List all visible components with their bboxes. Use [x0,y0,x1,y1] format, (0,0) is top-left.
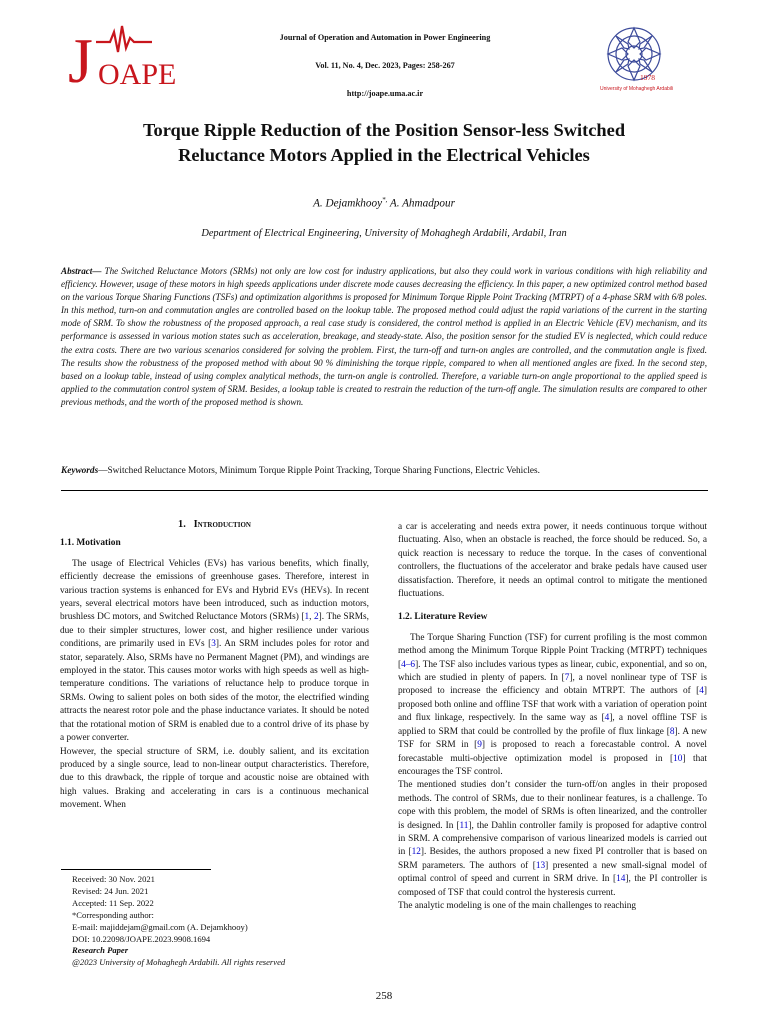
received-date: Received: 30 Nov. 2021 [72,874,155,884]
citation-link[interactable]: 4 [604,713,610,724]
text-run: ]. The SRMs, due to their simpler structures, lower cost, and higher resilience under various conditions, are primarily used in EVs [ [60,612,369,650]
citation-link[interactable]: 11 [459,820,469,831]
text-run: ]. An SRM includes poles for rotor and stator, separately. Also, SRMs have no Permanent Magnet (PM), and windings are employed in the stator. This causes motor works with high speeds as well as high-temperature conditions. The variations of reluctance help to produce torque in SRMs. Owing to salient poles on both sides of the motor, the electrified winding attracts the nearest rotor pole and the phase inductance variates. It should be noted that the rotational motion of SRM is enabled due to a control drive of its phase by a power converter. [60,639,369,744]
citation-link[interactable]: 7 [564,673,570,684]
journal-url: http://joape.uma.ac.ir [346,89,424,98]
doi: DOI: 10.22098/JOAPE.2023.9908.1694 [72,933,211,944]
affiliation: Department of Electrical Engineering, University of Mohaghegh Ardabili, Ardabil, Iran [201,228,567,239]
text-run: The Torque Sharing Function (TSF) for current profiling is the most common method among the Minimum Torque Ripple Point Tracking (MTRPT) techniques [ [398,632,707,670]
citation-link[interactable]: 12 [411,847,421,858]
paragraph: However, the special structure of SRM, i.e. doubly salient, and its excitation produced by a single source, lead to non-linear output characteristics. Therefore, due to this drawback, the ripple of torque and acoustic noise are obtained with high values. Braking and accelerating in cars is a continuous mechanical movement. When [60,746,369,811]
subsection-motivation: 1.1. Motivation [60,538,121,549]
logo-initial: J [68,25,93,96]
text-run: ], a novel offline TSF is applied to SRM that could be controlled by the profile of flux linkage [ [398,713,707,737]
text-run: ]. The TSF also includes various types as linear, cubic, exponential, and so on, which are studied in plenty of papers. In [ [398,659,707,684]
left-column [60,518,369,813]
revised-date: Revised: 24 Jun. 2021 [72,885,149,896]
citation-link[interactable]: 9 [477,740,482,751]
citation-link[interactable]: 3 [211,639,216,650]
paper-title [60,118,708,168]
title-line-1: Torque Ripple Reduction of the Position Sensor-less Switched [142,120,626,140]
volume-info: Vol. 11, No. 4, Dec. 2023, Pages: 258-267 [315,61,455,70]
footnote [72,874,372,969]
text-run: , [309,612,315,623]
author-email: E-mail: majiddejam@gmail.com (A. Dejamkhooy) [72,921,248,932]
text-run: ] is proposed to reach a forecastable control. A novel forecastable multi-objective optimization model is proposed in [ [398,740,708,764]
abstract-text: The Switched Reluctance Motors (SRMs) not only are low cost for industry applications, but also they could work in various conditions with high reliability and efficiency. However, usage of these motors in high speeds applications under discrete mode causes decreasing the efficiency. In this paper, a new optimized control method based on the various Torque Sharing Functions (TSFs) and optimization algorithms is proposed for Minimum Torque Ripple Point Tracking (MTRPT) of a 4-phase SRM with 6/8 poles. In this method, turn-on and commutation angles are controlled based on the lookup table. The proposed method could adjust the rapid variations of the current in the starting mode of SRM. To show the robustness of the proposed approach, a real case study is considered, the control method is applied in an Electric Vehicle (EV) mechanism, and its performance is assessed in various motion states such as acceleration, breakage, and steady-state. Also, the position sensor for the studied EV is neglected, which could reduce the extra costs. There are two various scenarios considered for solving the problem. First, the turn-off and turn-on angles are controlled, and the commutation angle is fixed. The results show the robustness of the proposed method with about 90 % diminishing the torque ripple, compared to when all mentioned angles are fixed. In the second step, based on a lookup table, instead of using complex analytical methods, the turn-on angle is controlled. Therefore, a variable turn-on angle proportional to the applied speed is applied to the commutation control system of SRM. Besides, a lookup table is created to restrain the reduction of the turn-off angle. The simulation results are compared to other previous methods, and the worth of the proposed method is shown. [61,266,707,407]
abstract-label: Abstract— [61,266,102,276]
seal-year: 1978 [640,73,655,82]
abstract [61,265,707,409]
spacer [398,601,707,611]
right-column [398,521,707,913]
paper-type: Research Paper [72,945,129,956]
paragraph: The analytic modeling is one of the main challenges to reaching [398,900,637,911]
citation-link[interactable]: 2 [314,612,319,623]
copyright: @2023 University of Mohaghegh Ardabili. All rights reserved [72,957,286,968]
citation-link[interactable]: 13 [535,860,546,871]
citation-link[interactable]: 4 [699,686,704,697]
corresponding-mark: *, [382,196,388,204]
paragraph: a car is accelerating and needs extra power, it needs continuous torque without fluctuating. Also, when an obstacle is reached, the force should be reduced. So, a quick reaction is necessary to reduce the torque. In the cases of conventional controllers, the fluctuations of the accelerator and brake pedals have caused user dissatisfaction. Therefore, it needs an optimal control to mitigate the mentioned fluctuations. [398,522,707,600]
text-run: ]. Besides, the authors proposed a new fixed PI controller that is based on SRM parameters. The authors of [ [398,847,707,871]
accepted-date: Accepted: 11 Sep. 2022 [72,897,154,908]
citation-link[interactable]: 14 [616,874,626,885]
citation-link[interactable]: 10 [673,753,683,764]
text-run: ], the Dahlin controller family is proposed for adaptive control in SRM. A comprehensive comparison of various linearized models is carried out in [ [398,820,707,858]
section-number: 1. [178,519,186,530]
text-run: ], a novel nonlinear type of TSF is proposed to increase the efficiency and obtain MTRPT. The authors of [ [398,673,707,697]
keywords [61,466,707,476]
journal-header [220,24,550,108]
citation-link[interactable]: 4–6 [401,659,416,670]
citation-link[interactable]: 8 [669,726,675,737]
corresponding-author-label: *Corresponding author: [72,909,154,920]
paragraph [60,558,369,746]
authors [60,196,708,210]
keywords-text: —Switched Reluctance Motors, Minimum Torque Ripple Point Tracking, Torque Sharing Functions, Electric Vehicles. [98,466,541,476]
journal-name: Journal of Operation and Automation in Power Engineering [279,33,491,42]
section-title: Introduction [193,519,251,530]
text-run: The usage of Electrical Vehicles (EVs) has various benefits, which finally, efficiently decrease the emissions of greenhouse gases. Therefore, interest in various traction systems is enhanced for EVs and Hybrid EVs (HEVs). In recent years, several electrical motors have been introduced, such as induction motors, brushless DC motors, and Switched Reluctance Motors (SRMs) [ [60,558,369,623]
text-run: ] proposed both online and offline TSF that work with a variation of operation point and flux linkage, respectively. In the same way as [ [398,686,707,724]
title-line-2: Reluctance Motors Applied in the Electrical Vehicles [178,145,590,165]
page-number: 258 [375,990,393,1002]
subsection-literature-review: 1.2. Literature Review [398,612,488,623]
section-heading [60,518,369,531]
paragraph [398,779,707,900]
text-run: ]. A new TSF for SRM in [ [398,726,707,751]
logo-pulse-line [96,26,152,52]
keywords-label: Keywords [61,466,99,476]
journal-logo [60,18,220,98]
citation-link[interactable]: 1 [304,612,310,623]
author-2: A. Ahmadpour [387,197,455,210]
text-run: ] presented a new small-signal model of optimal control of speed and current in SRM drive. In [ [398,860,707,885]
footnote-rule [61,869,211,870]
logo-text: OAPE [98,58,177,91]
paragraph [398,632,707,779]
author-1: A. Dejamkhooy [313,197,383,210]
text-run: ], the PI controller is composed of TSF that could control the hysteresis current. [398,874,707,898]
text-run: The mentioned studies don’t consider the turn-off/on angles in their proposed methods. The control of SRMs, due to their nonlinear features, is a challenge. To cope with this problem, the model of SRMs is often linearized, and the controller is designed. In [ [398,780,707,831]
section-divider [61,490,708,491]
university-seal [588,18,698,100]
seal-university-name: University of Mohaghegh Ardabili [600,86,674,92]
text-run: ] that encourages the TSF control. [398,753,707,777]
